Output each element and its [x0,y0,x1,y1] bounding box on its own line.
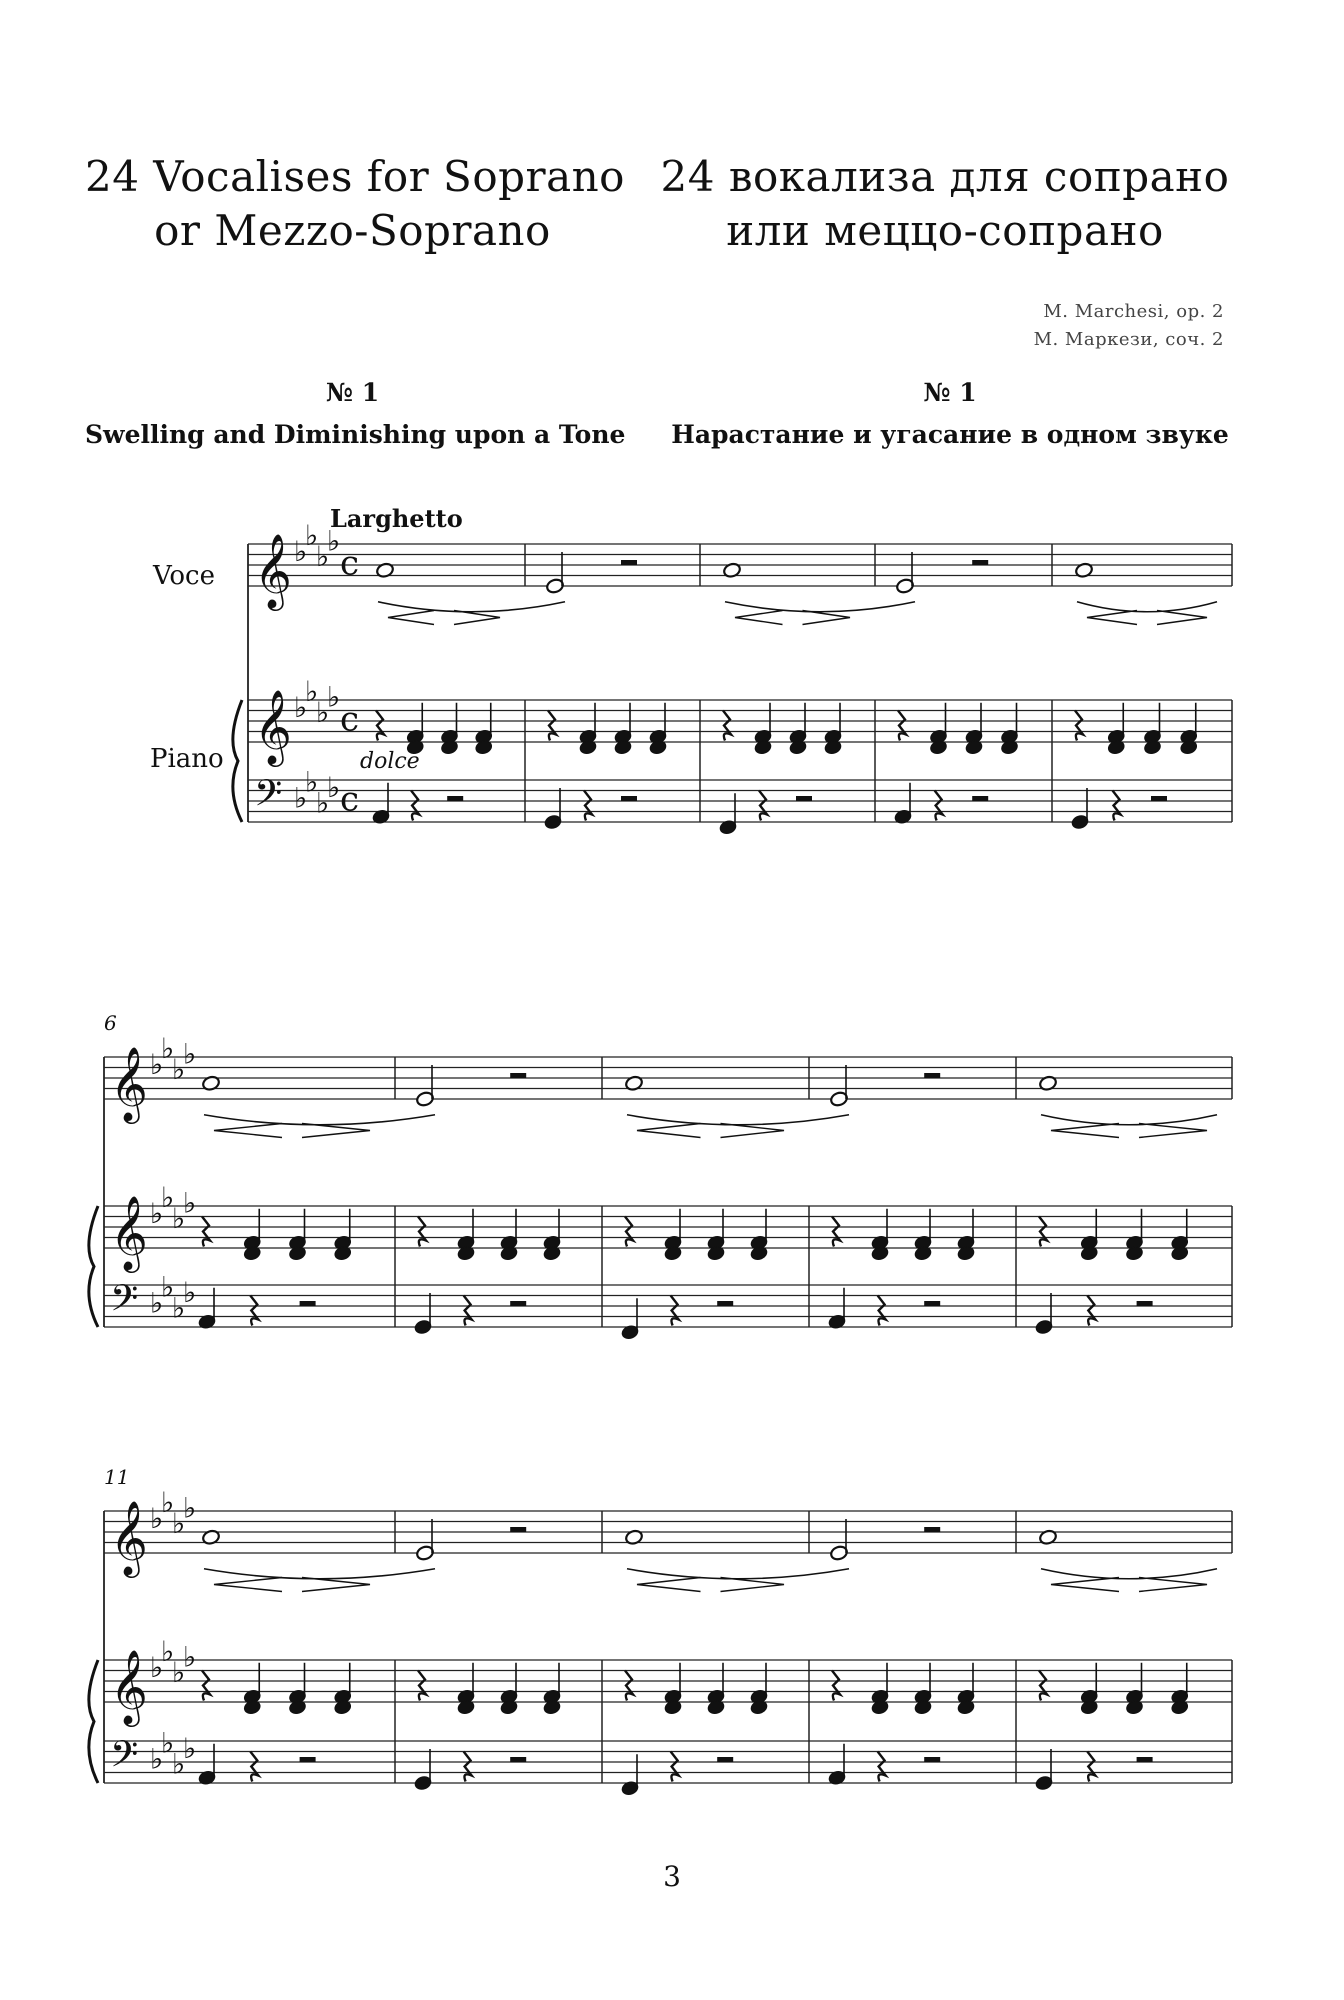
flat-sign: ♭ [294,781,308,815]
slur [378,602,565,612]
half-rest [924,1527,940,1532]
composer-russian: М. Маркези, соч. 2 [1033,329,1224,350]
half-rest [924,1301,940,1306]
flat-sign: ♭ [316,786,330,820]
flat-sign: ♭ [183,1037,197,1071]
half-rest [300,1301,316,1306]
flat-sign: ♭ [172,1291,186,1325]
quarter-rest [584,791,592,821]
half-rest [1137,1757,1153,1762]
piano-brace [89,1660,98,1783]
flat-sign: ♭ [316,540,330,574]
decrescendo-hairpin [1139,1124,1207,1138]
half-rest [510,1301,526,1306]
treble-clef: 𝄞 [254,534,292,609]
slur [204,1115,435,1125]
quarter-rest [418,1217,426,1247]
flat-sign: ♭ [327,770,341,804]
bass-clef: 𝄢 [110,1277,139,1329]
quarter-rest [723,711,731,741]
title-english-line-2: or Mezzo-Soprano [154,206,551,255]
quarter-rest [1087,1296,1095,1326]
crescendo-hairpin [214,1124,282,1138]
flat-sign: ♭ [172,1202,186,1236]
piece-subtitle-russian: Нарастание и угасание в одном звуке [671,420,1229,449]
flat-sign: ♭ [183,1275,197,1309]
crescendo-hairpin [1087,611,1137,625]
title-english-line-1: 24 Vocalises for Soprano [85,152,625,201]
flat-sign: ♭ [172,1656,186,1690]
flat-sign: ♭ [294,690,308,724]
flat-sign: ♭ [150,1047,164,1081]
half-rest [924,1757,940,1762]
quarter-rest [1039,1217,1047,1247]
decrescendo-hairpin [454,611,500,625]
crescendo-hairpin [388,611,434,625]
treble-clef: 𝄞 [110,1047,148,1122]
quarter-rest [464,1296,472,1326]
half-rest [972,560,988,565]
slur [725,602,915,612]
quarter-rest [759,791,767,821]
quarter-rest [1087,1752,1095,1782]
quarter-rest [418,1671,426,1701]
decrescendo-hairpin [1157,611,1207,625]
time-signature: c [340,779,360,820]
quarter-rest [464,1752,472,1782]
composer-english: M. Marchesi, op. 2 [1043,301,1224,322]
treble-clef: 𝄞 [110,1650,148,1725]
flat-sign: ♭ [172,1053,186,1087]
piece-subtitle-english: Swelling and Diminishing upon a Tone [85,420,626,449]
half-rest [717,1301,733,1306]
half-rest [972,796,988,801]
crescendo-hairpin [637,1124,701,1138]
decrescendo-hairpin [1139,1578,1207,1592]
measure-number-6: 6 [104,1011,117,1035]
flat-sign: ♭ [183,1186,197,1220]
tempo-marking: Larghetto [330,504,463,533]
quarter-rest [250,1752,258,1782]
crescendo-hairpin [735,611,783,625]
flat-sign: ♭ [305,765,319,799]
flat-sign: ♭ [150,1650,164,1684]
flat-sign: ♭ [161,1270,175,1304]
piece-number-russian: № 1 [923,378,977,407]
quarter-rest [832,1217,840,1247]
bass-clef: 𝄢 [254,772,283,824]
half-rest [300,1757,316,1762]
dynamic-dolce: dolce [360,749,420,774]
title-russian-line-2: или меццо-сопрано [726,206,1164,255]
piano-brace [89,1206,98,1327]
quarter-rest [671,1752,679,1782]
decrescendo-hairpin [803,611,851,625]
crescendo-hairpin [214,1578,282,1592]
flat-sign: ♭ [161,1726,175,1760]
treble-clef: 𝄞 [110,1501,148,1576]
crescendo-hairpin [1051,1578,1119,1592]
flat-sign: ♭ [183,1731,197,1765]
slur [1077,602,1217,612]
piece-number-english: № 1 [325,378,380,407]
flat-sign: ♭ [183,1491,197,1525]
quarter-rest [202,1671,210,1701]
quarter-rest [411,791,419,821]
half-rest [510,1757,526,1762]
half-rest [717,1757,733,1762]
title-russian-line-1: 24 вокализа для сопрано [660,152,1230,201]
crescendo-hairpin [1051,1124,1119,1138]
half-rest [1137,1301,1153,1306]
flat-sign: ♭ [161,1486,175,1520]
flat-sign: ♭ [161,1181,175,1215]
flat-sign: ♭ [305,675,319,709]
decrescendo-hairpin [302,1124,370,1138]
time-signature: c [340,543,360,584]
flat-sign: ♭ [327,524,341,558]
slur [1041,1569,1217,1579]
quarter-rest [898,711,906,741]
flat-sign: ♭ [161,1635,175,1669]
quarter-rest [548,711,556,741]
treble-clef: 𝄞 [254,690,292,765]
decrescendo-hairpin [721,1124,785,1138]
half-rest [510,1527,526,1532]
flat-sign: ♭ [327,680,341,714]
flat-sign: ♭ [150,1501,164,1535]
flat-sign: ♭ [150,1286,164,1320]
quarter-rest [878,1752,886,1782]
flat-sign: ♭ [316,696,330,730]
half-rest [621,560,637,565]
bass-clef: 𝄢 [110,1733,139,1785]
quarter-rest [832,1671,840,1701]
flat-sign: ♭ [183,1640,197,1674]
flat-sign: ♭ [150,1742,164,1776]
quarter-rest [1113,791,1121,821]
slur [204,1569,435,1579]
quarter-rest [671,1296,679,1326]
quarter-rest [625,1217,633,1247]
half-rest [1151,796,1167,801]
decrescendo-hairpin [302,1578,370,1592]
treble-clef: 𝄞 [110,1196,148,1271]
quarter-rest [1075,711,1083,741]
flat-sign: ♭ [172,1507,186,1541]
half-rest [447,796,463,801]
half-rest [621,796,637,801]
measure-number-11: 11 [104,1465,130,1489]
quarter-rest [935,791,943,821]
half-rest [924,1073,940,1078]
score-systems [89,519,1232,1797]
slur [627,1115,849,1125]
slur [627,1569,849,1579]
flat-sign: ♭ [161,1032,175,1066]
flat-sign: ♭ [150,1196,164,1230]
piano-brace [233,700,242,822]
flat-sign: ♭ [305,519,319,553]
flat-sign: ♭ [294,534,308,568]
decrescendo-hairpin [721,1578,785,1592]
quarter-rest [878,1296,886,1326]
piano-label: Piano [150,744,224,774]
half-rest [510,1073,526,1078]
flat-sign: ♭ [172,1747,186,1781]
slur [1041,1115,1217,1125]
crescendo-hairpin [637,1578,701,1592]
page-number: 3 [663,1860,681,1893]
quarter-rest [376,711,384,741]
quarter-rest [1039,1671,1047,1701]
quarter-rest [250,1296,258,1326]
voice-label: Voce [153,561,215,591]
half-rest [796,796,812,801]
quarter-rest [625,1671,633,1701]
quarter-rest [202,1217,210,1247]
time-signature: c [340,699,360,740]
